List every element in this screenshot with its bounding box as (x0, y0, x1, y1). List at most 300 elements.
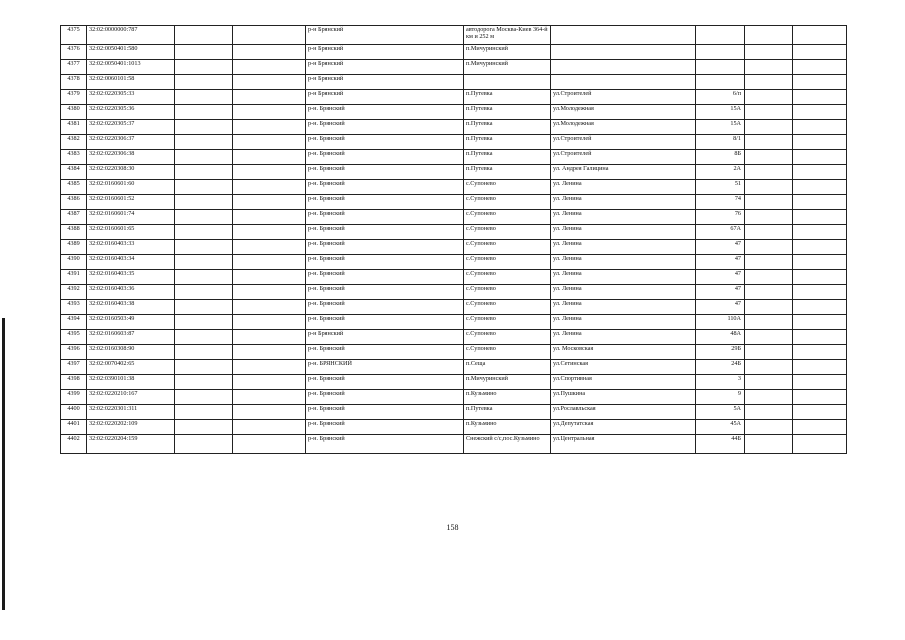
empty-cell (745, 26, 793, 45)
empty-cell (745, 165, 793, 180)
district-cell: р-н. Брянский (306, 405, 464, 420)
empty-cell (745, 225, 793, 240)
row-number-cell: 4394 (61, 315, 87, 330)
district-cell: р-н. Брянский (306, 270, 464, 285)
district-cell: р-н. Брянский (306, 180, 464, 195)
empty-cell (175, 26, 233, 45)
row-number-cell: 4400 (61, 405, 87, 420)
cadastral-number-cell: 32:02:0220306:38 (87, 150, 175, 165)
cadastral-number-cell: 32:02:0220305:36 (87, 105, 175, 120)
row-number-cell: 4387 (61, 210, 87, 225)
empty-cell (745, 195, 793, 210)
empty-cell (793, 60, 847, 75)
locality-cell: с.Супонево (464, 315, 551, 330)
street-cell: ул. Московская (551, 345, 696, 360)
empty-cell (175, 240, 233, 255)
table-row (61, 180, 847, 195)
empty-cell (745, 60, 793, 75)
locality-cell: с.Супонево (464, 255, 551, 270)
street-cell (551, 60, 696, 75)
cadastral-number-cell: 32:02:0220301:311 (87, 405, 175, 420)
empty-cell (175, 285, 233, 300)
table-row (61, 270, 847, 285)
table-row (61, 315, 847, 330)
empty-cell (745, 345, 793, 360)
empty-cell (233, 315, 306, 330)
cadastral-number-cell: 32:02:0160503:49 (87, 315, 175, 330)
row-number-cell: 4383 (61, 150, 87, 165)
cadastral-number-cell: 32:02:0070402:65 (87, 360, 175, 375)
house-number-cell: 67А (696, 225, 745, 240)
district-cell: р-н. БРЯНСКИЙ (306, 360, 464, 375)
district-cell: р-н. Брянский (306, 210, 464, 225)
empty-cell (175, 150, 233, 165)
table-row (61, 26, 847, 45)
street-cell: ул.Строителей (551, 90, 696, 105)
district-cell: р-н. Брянский (306, 165, 464, 180)
empty-cell (175, 390, 233, 405)
street-cell (551, 75, 696, 90)
empty-cell (793, 360, 847, 375)
empty-cell (745, 120, 793, 135)
district-cell: р-н. Брянский (306, 375, 464, 390)
table-row (61, 135, 847, 150)
locality-cell: п.Мичуринский (464, 60, 551, 75)
street-cell: ул. Ленина (551, 255, 696, 270)
empty-cell (793, 330, 847, 345)
empty-cell (233, 75, 306, 90)
locality-cell: п.Кузьмино (464, 420, 551, 435)
empty-cell (175, 120, 233, 135)
empty-cell (233, 405, 306, 420)
empty-cell (175, 225, 233, 240)
locality-cell: п.Мичуринский (464, 45, 551, 60)
house-number-cell: 44Б (696, 435, 745, 454)
row-number-cell: 4386 (61, 195, 87, 210)
empty-cell (745, 405, 793, 420)
empty-cell (175, 330, 233, 345)
empty-cell (175, 435, 233, 454)
cadastral-number-cell: 32:02:0220305:33 (87, 90, 175, 105)
cadastral-number-cell: 32:02:0220202:109 (87, 420, 175, 435)
empty-cell (233, 90, 306, 105)
empty-cell (745, 135, 793, 150)
table-row (61, 75, 847, 90)
table-row (61, 150, 847, 165)
empty-cell (233, 240, 306, 255)
table-row (61, 195, 847, 210)
cadastral-number-cell: 32:02:0160403:34 (87, 255, 175, 270)
empty-cell (793, 135, 847, 150)
cadastral-number-cell: 32:02:0220210:167 (87, 390, 175, 405)
empty-cell (175, 195, 233, 210)
house-number-cell: 9 (696, 390, 745, 405)
locality-cell: с.Супонево (464, 195, 551, 210)
empty-cell (745, 360, 793, 375)
empty-cell (745, 75, 793, 90)
row-number-cell: 4381 (61, 120, 87, 135)
table-row (61, 360, 847, 375)
locality-cell: с.Супонево (464, 285, 551, 300)
table-row (61, 240, 847, 255)
cadastral-number-cell: 32:02:0220204:159 (87, 435, 175, 454)
empty-cell (793, 315, 847, 330)
house-number-cell: 8/1 (696, 135, 745, 150)
house-number-cell: 110А (696, 315, 745, 330)
street-cell: ул. Ленина (551, 180, 696, 195)
table-row (61, 300, 847, 315)
row-number-cell: 4399 (61, 390, 87, 405)
table-row (61, 405, 847, 420)
row-number-cell: 4380 (61, 105, 87, 120)
row-number-cell: 4376 (61, 45, 87, 60)
district-cell: р-н. Брянский (306, 240, 464, 255)
table-row (61, 255, 847, 270)
district-cell: р-н. Брянский (306, 195, 464, 210)
empty-cell (745, 315, 793, 330)
empty-cell (233, 135, 306, 150)
house-number-cell: 15А (696, 105, 745, 120)
locality-cell: с.Супонево (464, 345, 551, 360)
locality-cell: п.Путевка (464, 135, 551, 150)
row-number-cell: 4401 (61, 420, 87, 435)
house-number-cell: 8Б (696, 150, 745, 165)
street-cell: ул.Депутатская (551, 420, 696, 435)
empty-cell (175, 255, 233, 270)
scan-edge-mark (2, 318, 5, 610)
district-cell: р-н. Брянский (306, 120, 464, 135)
house-number-cell: 51 (696, 180, 745, 195)
district-cell: р-н. Брянский (306, 105, 464, 120)
table-row (61, 90, 847, 105)
empty-cell (745, 270, 793, 285)
street-cell: ул.Строителей (551, 135, 696, 150)
table-row (61, 225, 847, 240)
street-cell: ул. Ленина (551, 300, 696, 315)
row-number-cell: 4379 (61, 90, 87, 105)
street-cell: ул.Рославльская (551, 405, 696, 420)
empty-cell (793, 150, 847, 165)
house-number-cell: 47 (696, 285, 745, 300)
row-number-cell: 4382 (61, 135, 87, 150)
house-number-cell: 74 (696, 195, 745, 210)
locality-cell: п.Путевка (464, 120, 551, 135)
page-number: 158 (446, 523, 459, 532)
table-row (61, 210, 847, 225)
empty-cell (793, 435, 847, 454)
locality-cell: п.Путевка (464, 405, 551, 420)
house-number-cell: 3 (696, 375, 745, 390)
empty-cell (175, 300, 233, 315)
table-row (61, 285, 847, 300)
house-number-cell: 48А (696, 330, 745, 345)
house-number-cell (696, 75, 745, 90)
empty-cell (793, 375, 847, 390)
district-cell: р-н Брянский (306, 90, 464, 105)
locality-cell: Снежский с/с,пос.Кузьмино (464, 435, 551, 454)
cadastral-number-cell: 32:02:0160403:33 (87, 240, 175, 255)
empty-cell (793, 390, 847, 405)
street-cell: ул. Ленина (551, 285, 696, 300)
locality-cell: п.Сеща (464, 360, 551, 375)
street-cell: ул. Андрея Галицина (551, 165, 696, 180)
cadastral-number-cell: 32:02:0050401:1013 (87, 60, 175, 75)
house-number-cell: 5А (696, 405, 745, 420)
house-number-cell: 47 (696, 270, 745, 285)
row-number-cell: 4397 (61, 360, 87, 375)
empty-cell (745, 45, 793, 60)
locality-cell: с.Супонево (464, 330, 551, 345)
row-number-cell: 4393 (61, 300, 87, 315)
house-number-cell: 15А (696, 120, 745, 135)
row-number-cell: 4392 (61, 285, 87, 300)
empty-cell (745, 375, 793, 390)
empty-cell (233, 435, 306, 454)
street-cell: ул. Ленина (551, 240, 696, 255)
cadastral-number-cell: 32:02:0160601:60 (87, 180, 175, 195)
empty-cell (793, 285, 847, 300)
table-row (61, 420, 847, 435)
house-number-cell (696, 60, 745, 75)
empty-cell (793, 180, 847, 195)
empty-cell (175, 45, 233, 60)
empty-cell (793, 105, 847, 120)
locality-cell: п.Мичуринский (464, 375, 551, 390)
empty-cell (233, 360, 306, 375)
empty-cell (175, 75, 233, 90)
empty-cell (793, 225, 847, 240)
locality-cell: с.Супонево (464, 210, 551, 225)
street-cell: ул.Сетинская (551, 360, 696, 375)
district-cell: р-н. Брянский (306, 345, 464, 360)
table-row (61, 120, 847, 135)
empty-cell (793, 300, 847, 315)
empty-cell (175, 60, 233, 75)
district-cell: р-н Брянский (306, 26, 464, 45)
cadastral-number-cell: 32:02:0060101:58 (87, 75, 175, 90)
row-number-cell: 4375 (61, 26, 87, 45)
row-number-cell: 4395 (61, 330, 87, 345)
empty-cell (233, 420, 306, 435)
street-cell: ул. Ленина (551, 315, 696, 330)
district-cell: р-н Брянский (306, 45, 464, 60)
empty-cell (745, 435, 793, 454)
district-cell: р-н. Брянский (306, 135, 464, 150)
locality-cell: с.Супонево (464, 225, 551, 240)
empty-cell (233, 255, 306, 270)
cadastral-number-cell: 32:02:0220306:37 (87, 135, 175, 150)
row-number-cell: 4391 (61, 270, 87, 285)
row-number-cell: 4388 (61, 225, 87, 240)
locality-cell: п.Путевка (464, 90, 551, 105)
empty-cell (233, 45, 306, 60)
empty-cell (793, 120, 847, 135)
district-cell: р-н. Брянский (306, 390, 464, 405)
cadastral-number-cell: 32:02:0050401:580 (87, 45, 175, 60)
empty-cell (233, 270, 306, 285)
empty-cell (793, 165, 847, 180)
row-number-cell: 4377 (61, 60, 87, 75)
empty-cell (745, 180, 793, 195)
locality-cell (464, 75, 551, 90)
cadastral-number-cell: 32:02:0160601:74 (87, 210, 175, 225)
house-number-cell (696, 26, 745, 45)
cadastral-number-cell: 32:02:0160403:38 (87, 300, 175, 315)
district-cell: р-н. Брянский (306, 435, 464, 454)
locality-cell: автодорога Москва-Киев 364-й км и 252 м (464, 26, 551, 45)
row-number-cell: 4390 (61, 255, 87, 270)
table-row (61, 60, 847, 75)
empty-cell (745, 420, 793, 435)
empty-cell (793, 195, 847, 210)
registry-table (60, 25, 847, 454)
cadastral-number-cell: 32:02:0160403:36 (87, 285, 175, 300)
house-number-cell: 47 (696, 300, 745, 315)
table-row (61, 345, 847, 360)
street-cell: ул. Ленина (551, 225, 696, 240)
table-row (61, 375, 847, 390)
row-number-cell: 4389 (61, 240, 87, 255)
empty-cell (745, 330, 793, 345)
street-cell: ул. Ленина (551, 195, 696, 210)
empty-cell (233, 26, 306, 45)
district-cell: р-н Брянский (306, 75, 464, 90)
house-number-cell: 47 (696, 255, 745, 270)
street-cell: ул.Спортивная (551, 375, 696, 390)
cadastral-number-cell: 32:02:0160403:35 (87, 270, 175, 285)
locality-cell: п.Путевка (464, 150, 551, 165)
empty-cell (233, 165, 306, 180)
table-row (61, 330, 847, 345)
street-cell (551, 45, 696, 60)
street-cell: ул.Молодежная (551, 105, 696, 120)
empty-cell (793, 420, 847, 435)
district-cell: р-н. Брянский (306, 150, 464, 165)
empty-cell (175, 345, 233, 360)
street-cell: ул. Ленина (551, 330, 696, 345)
empty-cell (233, 345, 306, 360)
empty-cell (175, 420, 233, 435)
row-number-cell: 4385 (61, 180, 87, 195)
empty-cell (793, 75, 847, 90)
empty-cell (175, 270, 233, 285)
empty-cell (233, 105, 306, 120)
locality-cell: с.Супонево (464, 180, 551, 195)
empty-cell (745, 150, 793, 165)
empty-cell (175, 315, 233, 330)
empty-cell (233, 390, 306, 405)
empty-cell (233, 225, 306, 240)
house-number-cell: 29Б (696, 345, 745, 360)
empty-cell (745, 285, 793, 300)
house-number-cell: 76 (696, 210, 745, 225)
empty-cell (233, 300, 306, 315)
street-cell: ул.Строителей (551, 150, 696, 165)
table-row (61, 165, 847, 180)
empty-cell (745, 105, 793, 120)
street-cell: ул.Молодежная (551, 120, 696, 135)
street-cell: ул.Пушкина (551, 390, 696, 405)
cadastral-number-cell: 32:02:0390101:38 (87, 375, 175, 390)
row-number-cell: 4402 (61, 435, 87, 454)
locality-cell: п.Кузьмино (464, 390, 551, 405)
locality-cell: с.Супонево (464, 300, 551, 315)
locality-cell: с.Супонево (464, 240, 551, 255)
empty-cell (175, 165, 233, 180)
empty-cell (793, 270, 847, 285)
district-cell: р-н Брянский (306, 60, 464, 75)
street-cell: ул. Ленина (551, 270, 696, 285)
locality-cell: п.Путевка (464, 105, 551, 120)
district-cell: р-н. Брянский (306, 225, 464, 240)
cadastral-number-cell: 32:02:0160601:52 (87, 195, 175, 210)
table-row (61, 105, 847, 120)
table-row (61, 45, 847, 60)
empty-cell (233, 330, 306, 345)
empty-cell (175, 210, 233, 225)
empty-cell (233, 180, 306, 195)
empty-cell (793, 26, 847, 45)
district-cell: р-н. Брянский (306, 300, 464, 315)
empty-cell (793, 345, 847, 360)
empty-cell (175, 180, 233, 195)
empty-cell (233, 120, 306, 135)
district-cell: р-н. Брянский (306, 255, 464, 270)
empty-cell (793, 405, 847, 420)
district-cell: р-н. Брянский (306, 420, 464, 435)
locality-cell: с.Супонево (464, 270, 551, 285)
empty-cell (793, 240, 847, 255)
row-number-cell: 4384 (61, 165, 87, 180)
house-number-cell (696, 45, 745, 60)
row-number-cell: 4396 (61, 345, 87, 360)
empty-cell (175, 360, 233, 375)
empty-cell (745, 390, 793, 405)
street-cell (551, 26, 696, 45)
house-number-cell: 24Б (696, 360, 745, 375)
empty-cell (175, 90, 233, 105)
cadastral-number-cell: 32:02:0220308:30 (87, 165, 175, 180)
empty-cell (175, 375, 233, 390)
street-cell: ул. Ленина (551, 210, 696, 225)
empty-cell (745, 300, 793, 315)
empty-cell (233, 285, 306, 300)
cadastral-number-cell: 32:02:0160603:87 (87, 330, 175, 345)
empty-cell (745, 90, 793, 105)
empty-cell (175, 135, 233, 150)
empty-cell (745, 255, 793, 270)
registry-table-body (61, 26, 847, 454)
cadastral-number-cell: 32:02:0160308:90 (87, 345, 175, 360)
empty-cell (233, 150, 306, 165)
district-cell: р-н. Брянский (306, 285, 464, 300)
empty-cell (745, 240, 793, 255)
table-row (61, 390, 847, 405)
empty-cell (793, 210, 847, 225)
empty-cell (793, 255, 847, 270)
empty-cell (175, 405, 233, 420)
cadastral-number-cell: 32:02:0000000:787 (87, 26, 175, 45)
empty-cell (793, 45, 847, 60)
locality-cell: п.Путевка (464, 165, 551, 180)
empty-cell (175, 105, 233, 120)
street-cell: ул.Центральная (551, 435, 696, 454)
house-number-cell: 6/п (696, 90, 745, 105)
cadastral-number-cell: 32:02:0220305:37 (87, 120, 175, 135)
empty-cell (233, 375, 306, 390)
cadastral-number-cell: 32:02:0160601:65 (87, 225, 175, 240)
district-cell: р-н. Брянский (306, 315, 464, 330)
